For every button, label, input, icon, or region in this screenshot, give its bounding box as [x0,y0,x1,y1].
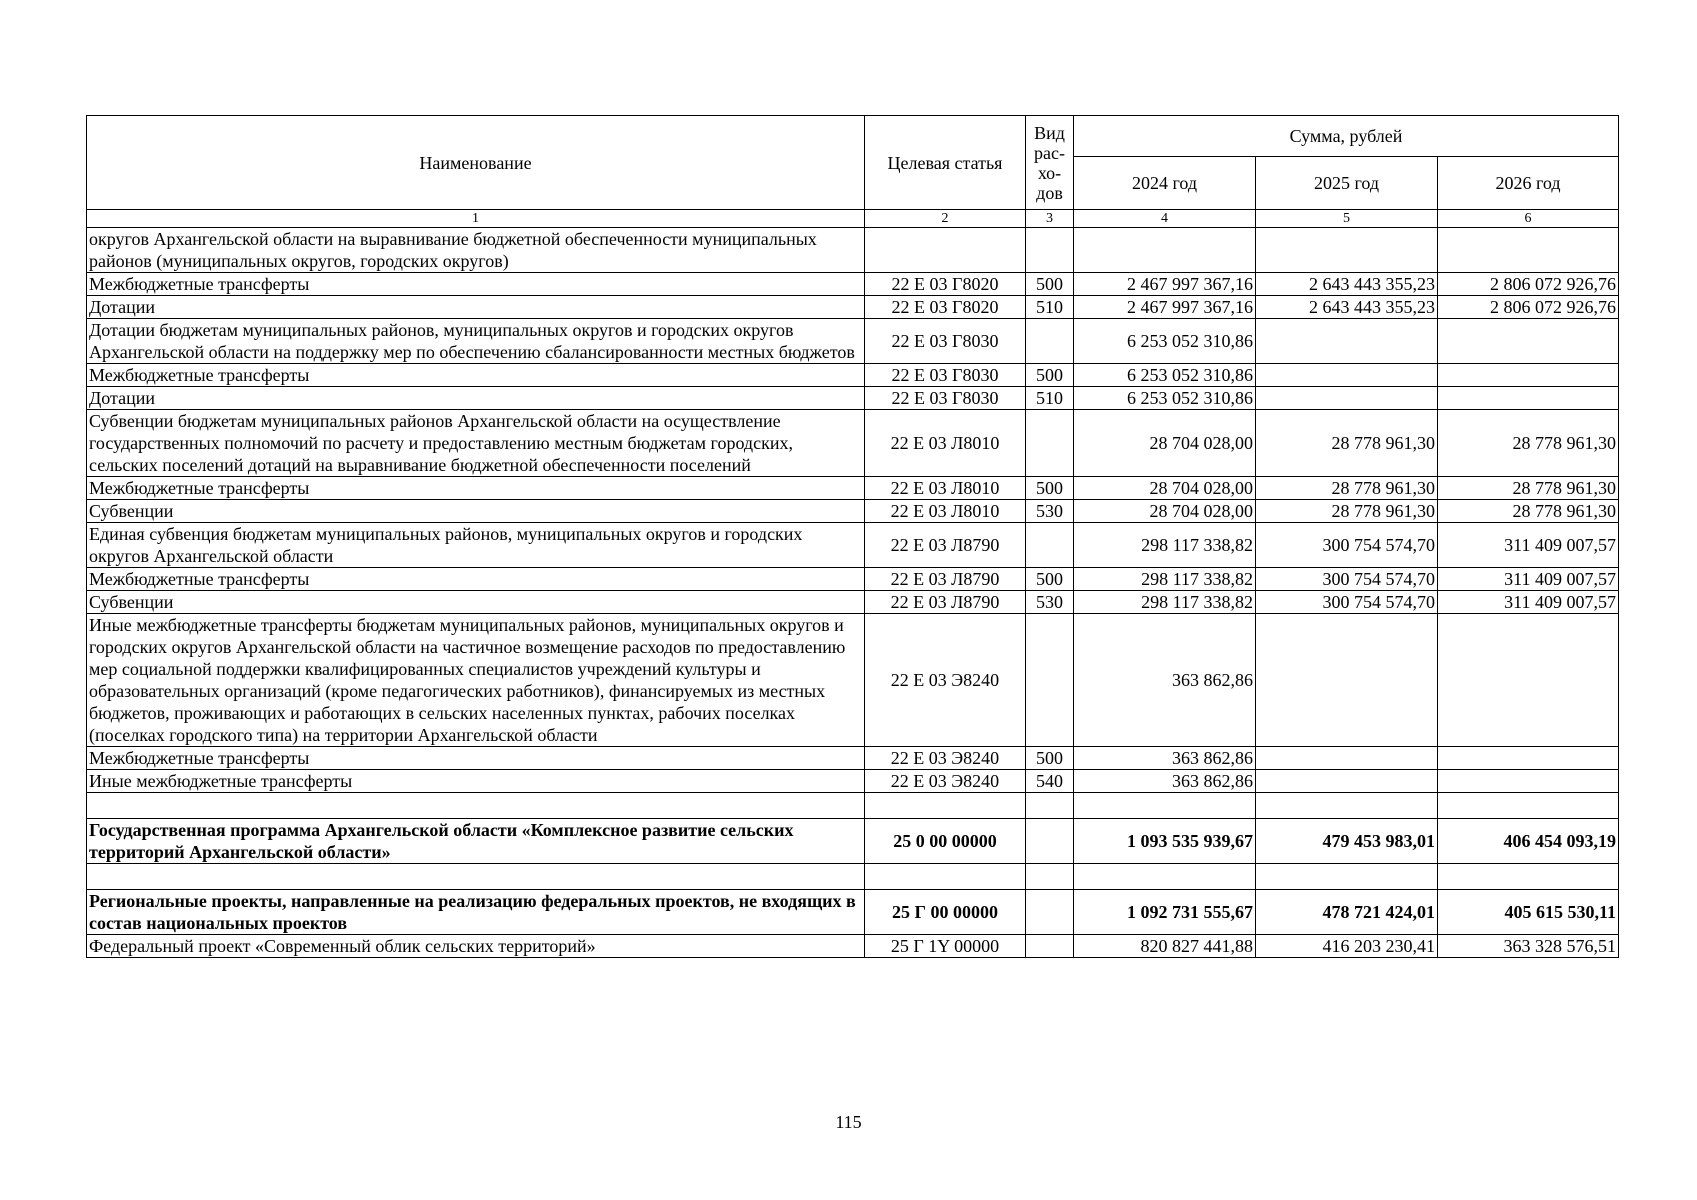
amount-2026-cell: 311 409 007,57 [1438,591,1619,614]
amount-2024-cell: 6 253 052 310,86 [1074,319,1256,364]
expense-kind-cell [1026,319,1074,364]
header-year-2026: 2026 год [1438,157,1619,210]
amount-2026-cell [1438,228,1619,273]
amount-2025-cell: 478 721 424,01 [1256,890,1438,935]
header-expense-kind-line: хо- [1037,162,1062,183]
row-name: Межбюджетные трансферты [87,273,865,296]
table-row [87,410,1619,477]
amount-2025-cell: 28 778 961,30 [1256,477,1438,500]
amount-2025-cell [1256,319,1438,364]
amount-2024-cell: 2 467 997 367,16 [1074,296,1256,319]
amount-2026-cell: 311 409 007,57 [1438,523,1619,568]
target-article-cell: 22 Е 03 Л8790 [865,591,1026,614]
row-name: Региональные проекты, направленные на реализацию федеральных проектов, не входящих в состав национальных проектов [87,890,865,935]
amount-2026-cell: 28 778 961,30 [1438,500,1619,523]
amount-2025-cell: 300 754 574,70 [1256,568,1438,591]
amount-2025-cell: 28 778 961,30 [1256,410,1438,477]
expense-kind-cell [1026,614,1074,747]
amount-2026-cell [1438,864,1619,890]
amount-2025-cell [1256,364,1438,387]
amount-2024-cell: 298 117 338,82 [1074,523,1256,568]
row-name: округов Архангельской области на выравнивание бюджетной обеспеченности муниципальных районов (муниципальных округов, городских округов) [87,228,865,273]
column-number: 1 [87,210,865,228]
row-name: Федеральный проект «Современный облик сельских территорий» [87,935,865,958]
amount-2024-cell [1074,228,1256,273]
table-row [87,387,1619,410]
column-number: 4 [1074,210,1256,228]
amount-2024-cell: 363 862,86 [1074,614,1256,747]
amount-2025-cell [1256,770,1438,793]
amount-2025-cell: 300 754 574,70 [1256,591,1438,614]
target-article-cell [865,228,1026,273]
amount-2026-cell [1438,747,1619,770]
amount-2024-cell: 298 117 338,82 [1074,591,1256,614]
target-article-cell: 22 Е 03 Г8030 [865,364,1026,387]
target-article-cell: 25 Г 1Y 00000 [865,935,1026,958]
table-row [87,477,1619,500]
amount-2024-cell: 6 253 052 310,86 [1074,387,1256,410]
table-row [87,890,1619,935]
amount-2026-cell: 2 806 072 926,76 [1438,273,1619,296]
amount-2026-cell: 406 454 093,19 [1438,819,1619,864]
expense-kind-cell [1026,890,1074,935]
target-article-cell: 22 Е 03 Э8240 [865,770,1026,793]
row-name: Дотации бюджетам муниципальных районов, муниципальных округов и городских округов Архангельской области на поддержку мер по обеспечению сбалансированности местных бюджетов [87,319,865,364]
amount-2025-cell [1256,228,1438,273]
amount-2025-cell [1256,793,1438,819]
page-number: 115 [835,1112,862,1132]
amount-2026-cell: 28 778 961,30 [1438,477,1619,500]
target-article-cell: 22 Е 03 Л8010 [865,410,1026,477]
row-name: Субвенции [87,500,865,523]
row-name: Иные межбюджетные трансферты [87,770,865,793]
table-row [87,591,1619,614]
spacer-row [87,864,1619,890]
amount-2025-cell [1256,747,1438,770]
amount-2024-cell: 1 092 731 555,67 [1074,890,1256,935]
table-row [87,523,1619,568]
target-article-cell: 22 Е 03 Э8240 [865,747,1026,770]
expense-kind-cell [1026,523,1074,568]
amount-2026-cell [1438,793,1619,819]
header-year-2024: 2024 год [1074,157,1256,210]
amount-2025-cell: 28 778 961,30 [1256,500,1438,523]
amount-2024-cell: 28 704 028,00 [1074,410,1256,477]
table-row [87,747,1619,770]
amount-2024-cell: 1 093 535 939,67 [1074,819,1256,864]
column-number: 2 [865,210,1026,228]
amount-2024-cell: 6 253 052 310,86 [1074,364,1256,387]
header-expense-kind-line: рас- [1034,142,1065,163]
spacer-row [87,793,1619,819]
header-expense-kind-line: Вид [1034,122,1065,143]
target-article-cell: 22 Е 03 Г8030 [865,319,1026,364]
expense-kind-cell: 540 [1026,770,1074,793]
table-row [87,296,1619,319]
target-article-cell [865,793,1026,819]
amount-2024-cell [1074,864,1256,890]
expense-kind-cell [1026,935,1074,958]
amount-2025-cell [1256,864,1438,890]
budget-table [86,115,1619,958]
amount-2026-cell [1438,614,1619,747]
row-name: Межбюджетные трансферты [87,364,865,387]
expense-kind-cell [1026,864,1074,890]
expense-kind-cell [1026,410,1074,477]
table-row [87,319,1619,364]
amount-2026-cell [1438,770,1619,793]
amount-2024-cell [1074,793,1256,819]
row-name [87,793,865,819]
header-expense-kind-line: дов [1036,182,1063,203]
target-article-cell: 22 Е 03 Л8790 [865,523,1026,568]
expense-kind-cell [1026,228,1074,273]
column-number: 5 [1256,210,1438,228]
expense-kind-cell: 530 [1026,500,1074,523]
expense-kind-cell: 500 [1026,273,1074,296]
header-target-article: Целевая статья [865,116,1026,210]
table-row [87,228,1619,273]
target-article-cell: 25 0 00 00000 [865,819,1026,864]
target-article-cell: 25 Г 00 00000 [865,890,1026,935]
row-name: Межбюджетные трансферты [87,477,865,500]
table-header [87,116,1619,228]
expense-kind-cell [1026,819,1074,864]
expense-kind-cell: 510 [1026,296,1074,319]
row-name: Иные межбюджетные трансферты бюджетам муниципальных районов, муниципальных округов и городских округов Архангельской области на частичное возмещение расходов по предоставлению мер социальной поддержки квалифицированных специалистов учреждений культуры и образовательных организаций (кроме педагогических работников), финансируемых из местных бюджетов, проживающих и работающих в сельских населенных пунктах, рабочих поселках (поселках городского типа) на территории Архангельской области [87,614,865,747]
table-row [87,364,1619,387]
table-row [87,935,1619,958]
amount-2025-cell [1256,614,1438,747]
amount-2024-cell: 28 704 028,00 [1074,477,1256,500]
amount-2025-cell [1256,387,1438,410]
amount-2026-cell: 28 778 961,30 [1438,410,1619,477]
row-name: Государственная программа Архангельской области «Комплексное развитие сельских территорий Архангельской области» [87,819,865,864]
amount-2025-cell: 2 643 443 355,23 [1256,296,1438,319]
column-number: 3 [1026,210,1074,228]
table-row [87,500,1619,523]
amount-2025-cell: 2 643 443 355,23 [1256,273,1438,296]
table-row [87,568,1619,591]
row-name [87,864,865,890]
row-name: Субвенции бюджетам муниципальных районов Архангельской области на осуществление государственных полномочий по расчету и предоставлению местным бюджетам городских, сельских поселений дотаций на выравнивание бюджетной обеспеченности поселений [87,410,865,477]
row-name: Межбюджетные трансферты [87,568,865,591]
amount-2026-cell: 311 409 007,57 [1438,568,1619,591]
amount-2026-cell: 2 806 072 926,76 [1438,296,1619,319]
amount-2026-cell [1438,364,1619,387]
header-name: Наименование [87,116,865,210]
amount-2026-cell [1438,319,1619,364]
header-expense-kind [1026,116,1074,210]
target-article-cell: 22 Е 03 Г8020 [865,296,1026,319]
target-article-cell: 22 Е 03 Г8020 [865,273,1026,296]
table-row [87,614,1619,747]
amount-2026-cell [1438,387,1619,410]
expense-kind-cell: 500 [1026,568,1074,591]
amount-2024-cell: 298 117 338,82 [1074,568,1256,591]
amount-2024-cell: 28 704 028,00 [1074,500,1256,523]
target-article-cell: 22 Е 03 Л8010 [865,500,1026,523]
amount-2025-cell: 416 203 230,41 [1256,935,1438,958]
amount-2026-cell: 363 328 576,51 [1438,935,1619,958]
table-body [87,228,1619,958]
row-name: Межбюджетные трансферты [87,747,865,770]
amount-2025-cell: 479 453 983,01 [1256,819,1438,864]
target-article-cell: 22 Е 03 Г8030 [865,387,1026,410]
table-row [87,819,1619,864]
expense-kind-cell [1026,793,1074,819]
target-article-cell: 22 Е 03 Э8240 [865,614,1026,747]
amount-2024-cell: 363 862,86 [1074,770,1256,793]
target-article-cell [865,864,1026,890]
table-row [87,273,1619,296]
expense-kind-cell: 500 [1026,364,1074,387]
amount-2024-cell: 820 827 441,88 [1074,935,1256,958]
target-article-cell: 22 Е 03 Л8010 [865,477,1026,500]
amount-2024-cell: 363 862,86 [1074,747,1256,770]
expense-kind-cell: 500 [1026,747,1074,770]
header-year-2025: 2025 год [1256,157,1438,210]
target-article-cell: 22 Е 03 Л8790 [865,568,1026,591]
amount-2024-cell: 2 467 997 367,16 [1074,273,1256,296]
amount-2025-cell: 300 754 574,70 [1256,523,1438,568]
expense-kind-cell: 510 [1026,387,1074,410]
column-number: 6 [1438,210,1619,228]
row-name: Единая субвенция бюджетам муниципальных районов, муниципальных округов и городских округов Архангельской области [87,523,865,568]
row-name: Дотации [87,387,865,410]
row-name: Дотации [87,296,865,319]
expense-kind-cell: 500 [1026,477,1074,500]
expense-kind-cell: 530 [1026,591,1074,614]
table-row [87,770,1619,793]
header-sum: Сумма, рублей [1074,116,1619,157]
row-name: Субвенции [87,591,865,614]
amount-2026-cell: 405 615 530,11 [1438,890,1619,935]
